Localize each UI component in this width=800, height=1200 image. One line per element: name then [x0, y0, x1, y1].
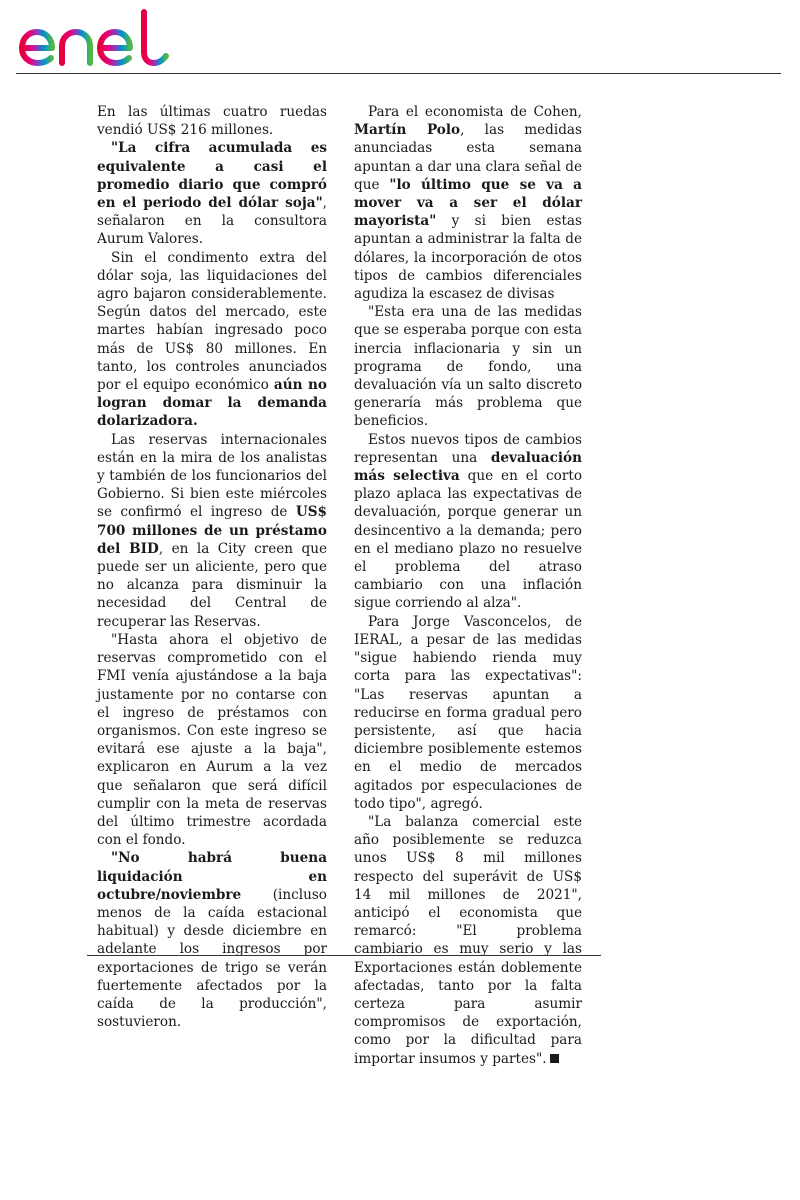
text-run: (incluso menos de la caída estacional habitual) y desde diciembre en adelante los ingresos por exportaciones de trigo se verán fuertemente afectados por la caída de la producción", sostuvieron. — [97, 886, 327, 1031]
article-column-left — [97, 103, 327, 1031]
bold-text: devaluación más selectiva — [354, 449, 582, 485]
text-run: "La balanza comercial este año posiblemente se reduzca unos US$ 8 mil millones respecto del superávit de US$ 14 mil millones de 2021", anticipó el economista que remarcó: "El problema cambiario es muy serio y las Exportaciones están doblemente afectadas, tanto por la falta certeza para asumir compromisos de exportación, como por la dificultad para importar insumos y partes". — [354, 813, 582, 1067]
article-paragraph — [97, 631, 327, 849]
article-paragraph — [97, 139, 327, 248]
text-run: Estos nuevos tipos de cambios representan una — [354, 431, 582, 466]
article-paragraph — [97, 431, 327, 631]
text-run: que en el corto plazo aplaca las expectativas de devaluación, porque generar un desincentivo a la demanda; pero en el mediano plazo no resuelve el problema del atraso cambiario con una inflación sigue corriendo al alza". — [354, 468, 583, 612]
text-run: "Hasta ahora el objetivo de reservas comprometido con el FMI venía ajustándose a la baja justamente por no contarse con el ingreso de préstamos con organismos. Con este ingreso se evitará ese ajuste a la baja", explicaron en Aurum a la vez que señalaron que será difícil cumplir con la meta de reservas del último trimestre acordada con el fondo. — [97, 631, 327, 849]
text-run: Sin el condimento extra del dólar soja, las liquidaciones del agro bajaron considerablemente. Según datos del mercado, este martes habían ingresado poco más de US$ 80 millones. En tanto, los controles anunciados por el equipo económico — [97, 249, 327, 394]
text-run: , señalaron en la consultora Aurum Valores. — [97, 195, 327, 248]
bold-text: US$ 700 millones de un préstamo del BID — [97, 504, 327, 557]
article-paragraph — [97, 103, 327, 139]
bold-text: aún no logran domar la demanda dolarizadora. — [97, 377, 327, 430]
article-paragraph — [354, 431, 582, 613]
enel-logo — [18, 8, 170, 66]
article-paragraph — [354, 813, 582, 1068]
article-paragraph — [354, 613, 582, 813]
footer-rule — [87, 955, 601, 956]
article-column-right — [354, 103, 582, 1068]
text-run: Para Jorge Vasconcelos, de IERAL, a pesar de las medidas "sigue habiendo rienda muy corta para las expectativas": "Las reservas apuntan a reducirse en forma gradual pero persistente, así que hacia diciembre posiblemente estemos en el medio de mercados agitados por especulaciones de todo tipo", agregó. — [354, 613, 582, 812]
article-paragraph — [97, 849, 327, 1031]
article-paragraph — [354, 103, 582, 303]
bold-text: "La cifra acumulada es equivalente a casi el promedio diario que compró en el periodo del dólar soja" — [97, 140, 327, 212]
text-run: En las últimas cuatro ruedas vendió US$ 216 millones. — [97, 104, 327, 139]
text-run: , en la City creen que puede ser un aliciente, pero que no alcanza para disminuir la necesidad del Central de recuperar las Reservas. — [97, 540, 328, 630]
bold-text: "lo último que se va a mover va a ser el dólar mayorista" — [354, 176, 582, 230]
bold-text: "No habrá buena liquidación en octubre/noviembre — [97, 850, 327, 903]
header-rule — [16, 73, 781, 74]
text-run: "Esta era una de las medidas que se esperaba porque con esta inercia inflacionaria y sin un programa de fondo, una devaluación vía un salto discreto generaría más problema que beneficios. — [354, 304, 582, 430]
article-paragraph — [354, 303, 582, 430]
article-paragraph — [97, 249, 327, 431]
end-of-article-mark — [550, 1054, 559, 1063]
text-run: , las medidas anunciadas esta semana apuntan a dar una clara señal de que — [354, 122, 582, 193]
bold-text: Martín Polo — [354, 122, 461, 139]
text-run: y si bien estas apuntan a administrar la falta de dólares, la incorporación de otos tipos de cambios diferenciales agudiza la escasez de divisas — [354, 213, 582, 303]
text-run: Para el economista de Cohen, — [368, 104, 582, 120]
text-run: Las reservas internacionales están en la mira de los analistas y también de los funcionarios del Gobierno. Si bien este miércoles se confirmó el ingreso de — [97, 431, 327, 521]
